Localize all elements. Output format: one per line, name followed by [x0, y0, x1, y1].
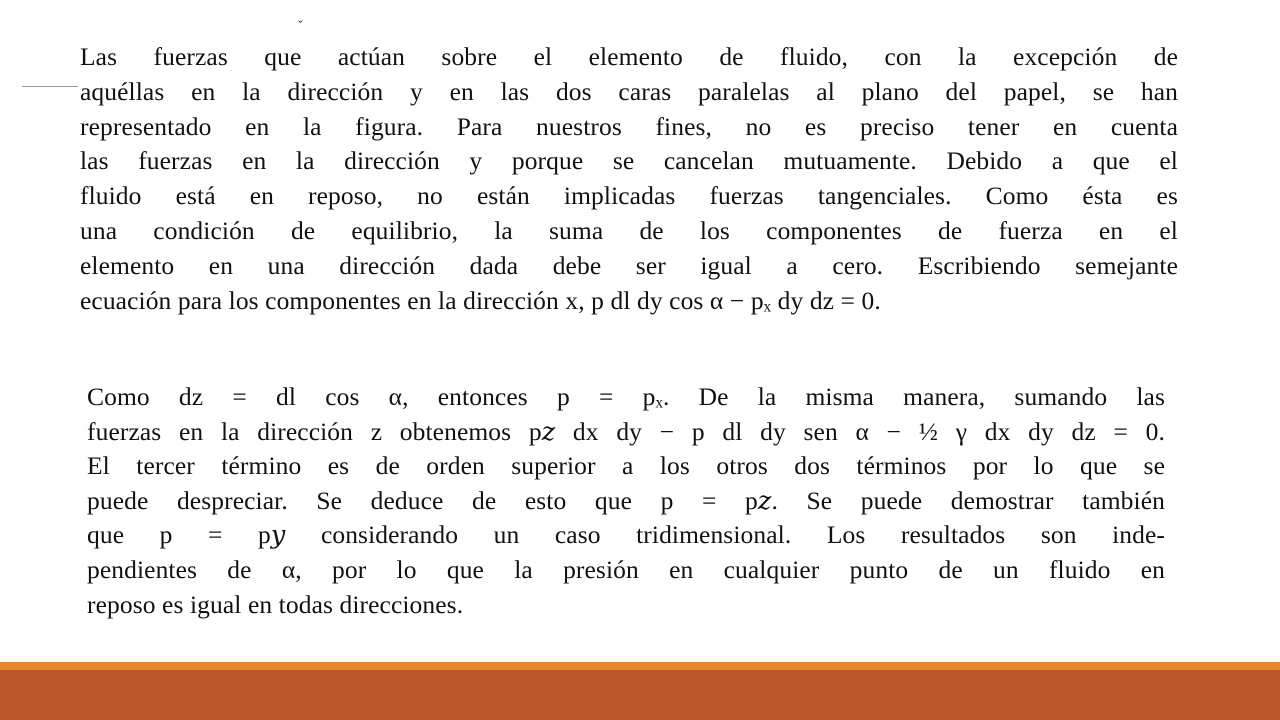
text-line: fluido está en reposo, no están implicadas fuerzas tangenciales. Como ésta es — [80, 181, 1178, 211]
text-line: una condición de equilibrio, la suma de los componentes de fuerza en el — [80, 215, 1178, 245]
text-line: fuerzas en la dirección z obtenemos p𝑧 dx dy − p dl dy sen α − ½ γ dx dy dz = 0. — [87, 416, 1165, 446]
text-line: pendientes de α, por lo que la presión en cualquier punto de un fluido en — [87, 554, 1165, 584]
text-line: las fuerzas en la dirección y porque se cancelan mutuamente. Debido a que el — [80, 146, 1178, 176]
text-line: reposo es igual en todas direcciones. — [87, 589, 464, 619]
text-line: El tercer término es de orden superior a los otros dos términos por lo que se — [87, 451, 1165, 481]
paragraph-pressure — [87, 380, 1165, 622]
footer-accent-band — [0, 670, 1280, 720]
text-line: puede despreciar. Se deduce de esto que p = p𝑧. Se puede demostrar también — [87, 485, 1165, 515]
footer-bar — [0, 662, 1280, 720]
text-line: Las fuerzas que actúan sobre el elemento de fluido, con la excepción de — [80, 42, 1178, 71]
text-line: Como dz = dl cos α, entonces p = pₓ. De la misma manera, sumando las — [87, 382, 1165, 411]
scan-mark: ˇ — [298, 19, 303, 34]
text-line: ecuación para los componentes en la dirección x, p dl dy cos α − pₓ dy dz = 0. — [80, 285, 881, 315]
text-line: representado en la figura. Para nuestros fines, no es preciso tener en cuenta — [80, 111, 1178, 141]
text-line: elemento en una dirección dada debe ser igual a cero. Escribiendo semejante — [80, 250, 1178, 280]
title-rule — [22, 86, 78, 87]
footer-accent-stripe — [0, 662, 1280, 670]
paragraph-forces — [80, 19, 1178, 318]
text-line: que p = p𝑦 considerando un caso tridimensional. Los resultados son inde- — [87, 520, 1165, 550]
text-line: aquéllas en la dirección y en las dos caras paralelas al plano del papel, se han — [80, 76, 1178, 106]
